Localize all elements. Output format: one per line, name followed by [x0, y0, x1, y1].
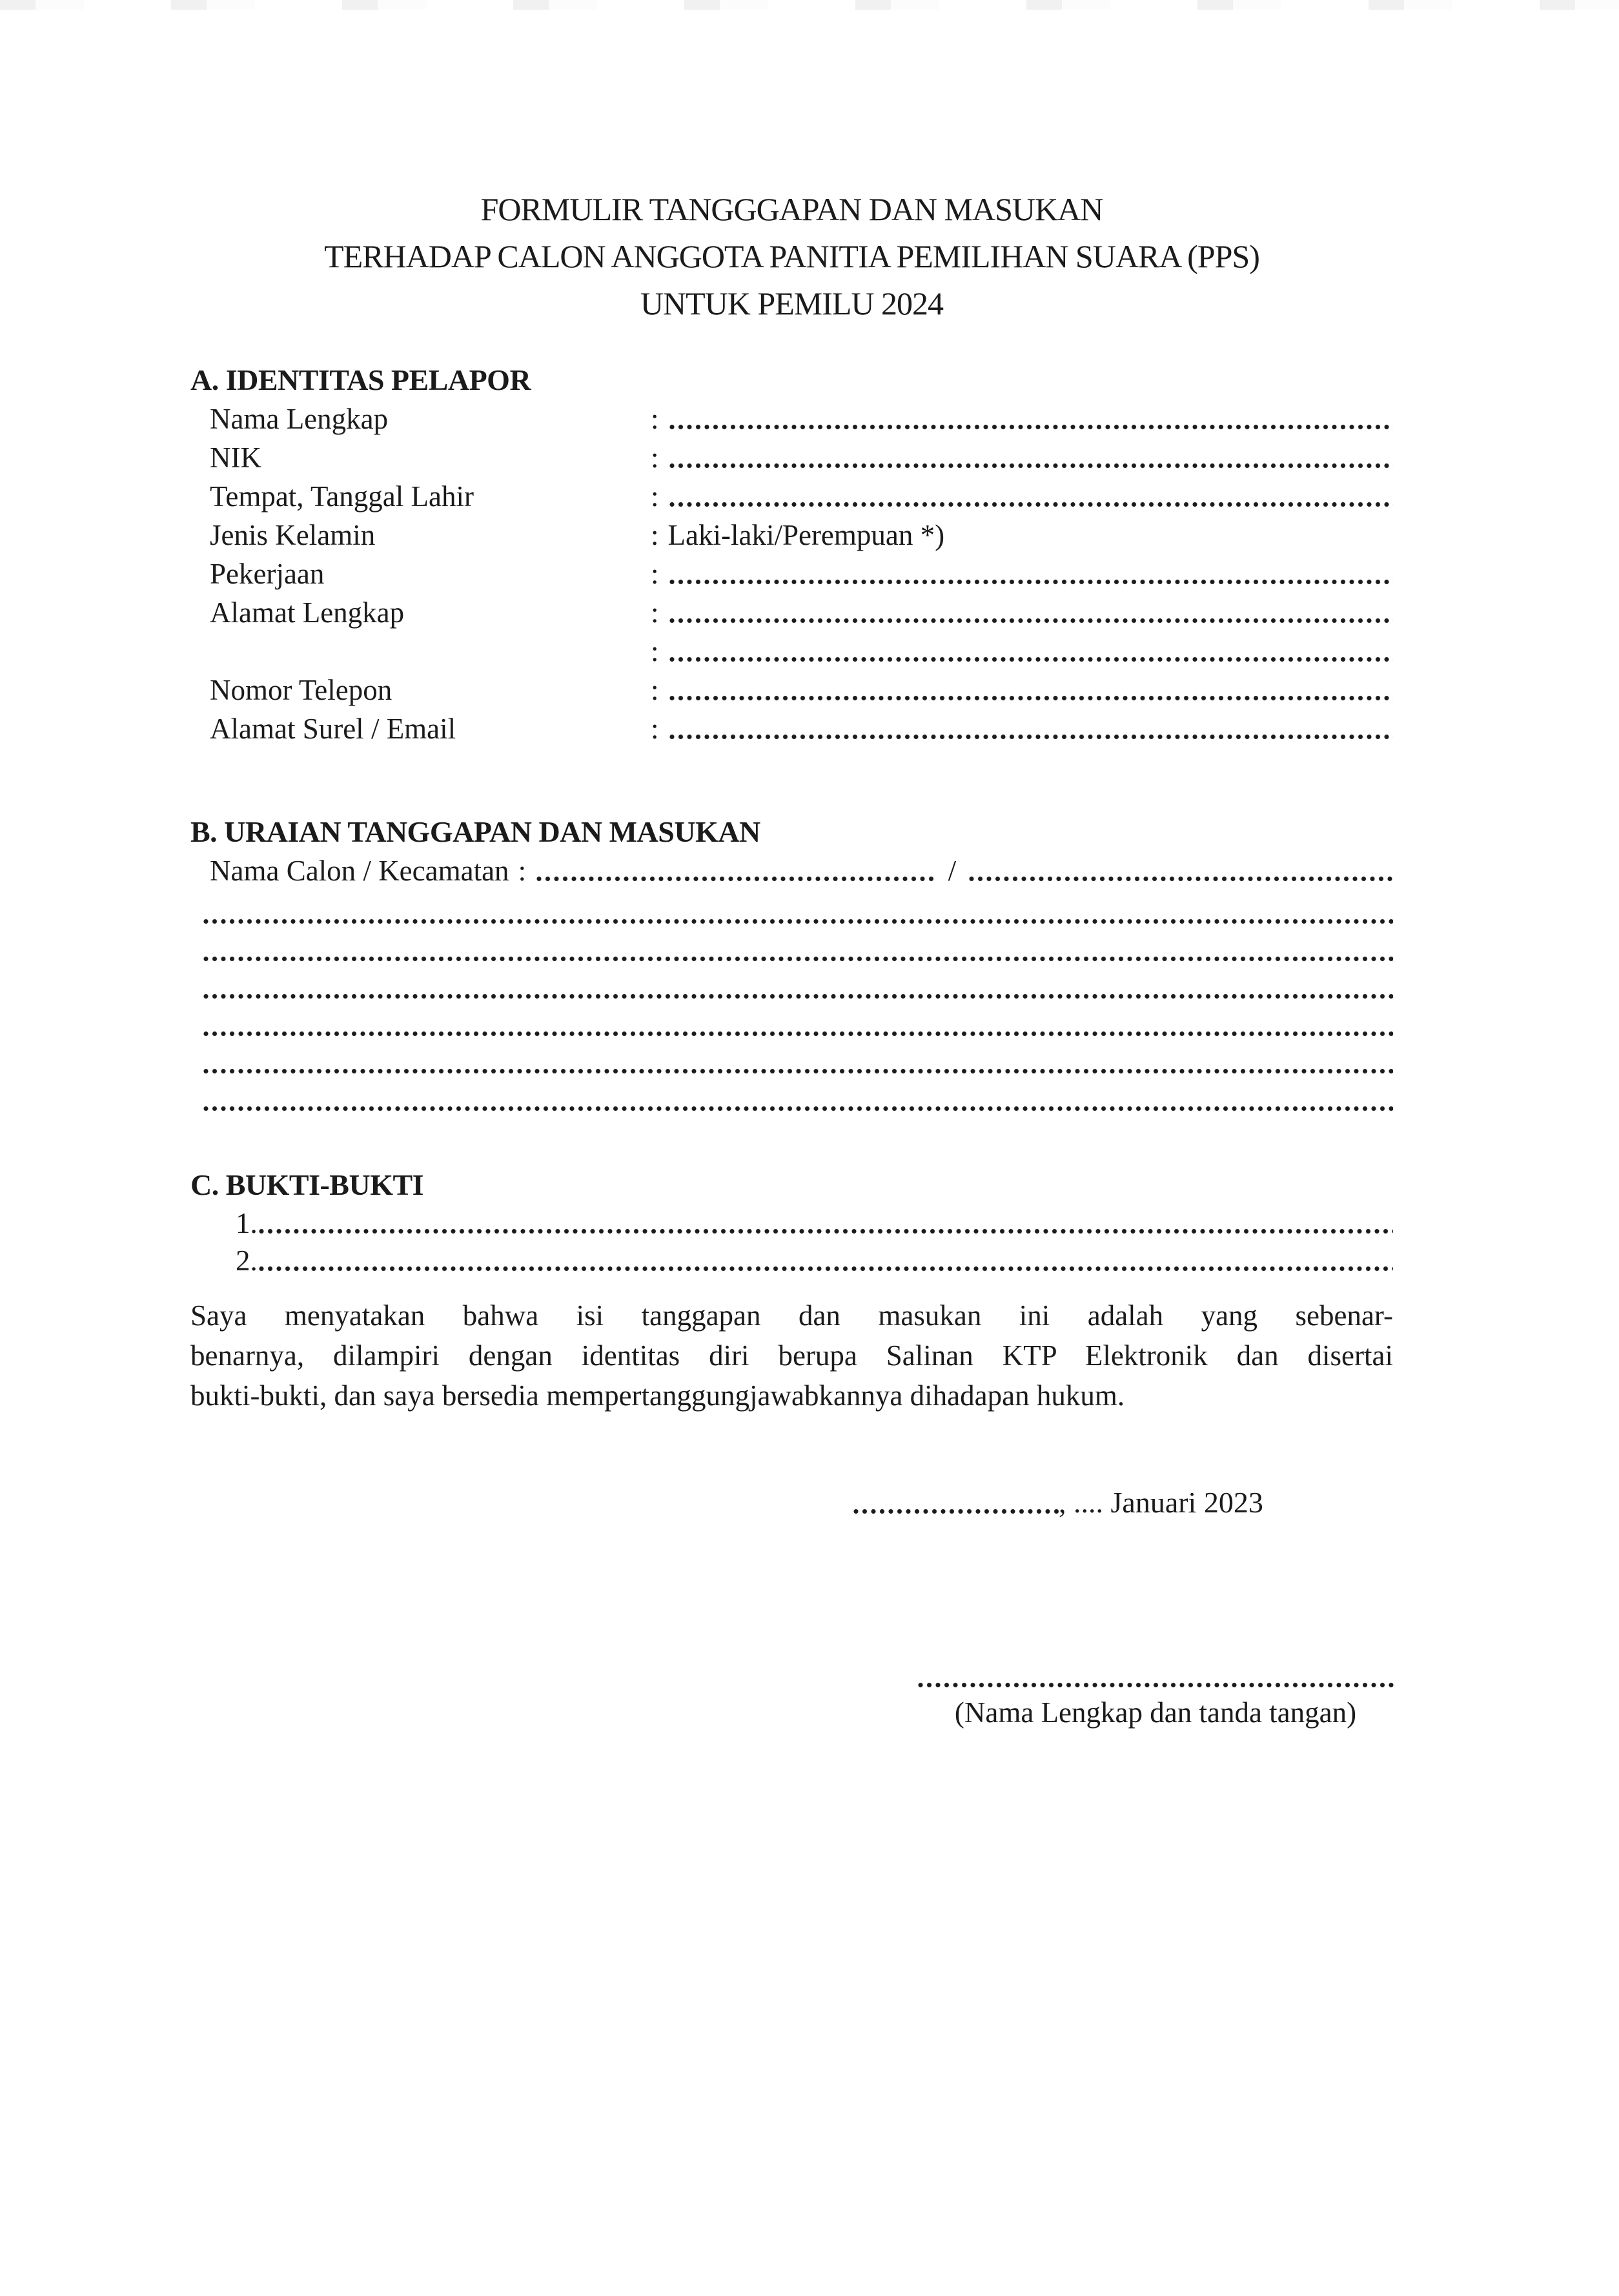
signature-name-blank [917, 1680, 1394, 1688]
declaration-line: benarnya, dilampiri dengan identitas diri berupa Salinan KTP Elektronik dan disertai [190, 1339, 1393, 1372]
signature-caption: (Nama Lengkap dan tanda tangan) [954, 1696, 1357, 1729]
form-title-line-1: FORMULIR TANGGGAPAN DAN MASUKAN [480, 191, 1103, 227]
section-a-fields [190, 400, 1393, 748]
blank-writing-line [202, 1005, 1393, 1042]
field-colon: : [651, 558, 659, 590]
evidence-blank [258, 1204, 1393, 1242]
blank-writing-line [202, 893, 1393, 930]
field-row-alamat-lengkap-continued [210, 632, 1393, 671]
place-date-line [852, 1483, 1393, 1522]
field-row-alamat-lengkap [210, 593, 1393, 632]
declaration-line: Saya menyatakan bahwa isi tanggapan dan masukan ini adalah yang sebenar- [190, 1299, 1393, 1332]
candidate-name-label: Nama Calon / Kecamatan [210, 855, 509, 887]
date-text: , .... Januari 2023 [1059, 1486, 1263, 1519]
kecamatan-separator: / [948, 855, 957, 887]
field-blank [668, 671, 1393, 709]
field-colon: : [651, 596, 659, 629]
field-colon: : [651, 442, 659, 474]
field-label: Nama Lengkap [210, 403, 389, 435]
field-blank [668, 632, 1393, 671]
form-title-line-2: TERHADAP CALON ANGGOTA PANITIA PEMILIHAN SUARA (PPS) [324, 238, 1259, 274]
evidence-list [236, 1204, 1393, 1279]
section-c-heading: C. BUKTI-BUKTI [190, 1168, 424, 1201]
field-row-jenis-kelamin [210, 516, 1393, 554]
field-label: NIK [210, 442, 261, 474]
field-label: Jenis Kelamin [210, 519, 376, 551]
candidate-name-row [210, 851, 1393, 890]
kecamatan-blank [968, 851, 1393, 890]
field-blank [668, 477, 1393, 516]
evidence-item-2 [236, 1242, 1393, 1279]
field-colon: : [651, 635, 659, 667]
field-label: Tempat, Tanggal Lahir [210, 480, 474, 513]
evidence-number: 1. [236, 1207, 258, 1239]
blank-writing-line [202, 930, 1393, 968]
field-label: Nomor Telepon [210, 674, 392, 706]
field-label [210, 632, 651, 671]
field-blank [668, 593, 1393, 632]
place-blank [852, 1483, 1059, 1522]
evidence-number: 2. [236, 1245, 258, 1277]
section-b-heading: B. URAIAN TANGGAPAN DAN MASUKAN [190, 815, 760, 848]
form-title-line-3: UNTUK PEMILU 2024 [640, 285, 944, 321]
field-row-pekerjaan [210, 554, 1393, 593]
blank-writing-line [202, 1080, 1393, 1117]
field-blank [668, 554, 1393, 593]
field-label: Alamat Surel / Email [210, 713, 456, 745]
field-row-nama-lengkap [210, 400, 1393, 438]
evidence-item-1 [236, 1204, 1393, 1242]
tanggapan-writing-area [202, 893, 1393, 1117]
blank-writing-line [202, 968, 1393, 1005]
field-colon: : [651, 403, 659, 435]
section-a-heading: A. IDENTITAS PELAPOR [190, 363, 531, 396]
field-value: Laki-laki/Perempuan *) [667, 519, 945, 551]
field-row-nik [210, 438, 1393, 477]
field-blank [668, 438, 1393, 477]
field-blank [668, 709, 1393, 748]
form-title [190, 186, 1393, 327]
declaration-paragraph [190, 1295, 1393, 1416]
field-label: Alamat Lengkap [210, 596, 405, 629]
blank-writing-line [202, 1042, 1393, 1080]
field-colon: : [651, 480, 659, 513]
signature-block [904, 1680, 1407, 1732]
field-row-tempat-tanggal-lahir [210, 477, 1393, 516]
field-label: Pekerjaan [210, 558, 325, 590]
field-colon: : [651, 674, 659, 706]
scan-noise-strip [0, 0, 1619, 10]
field-colon: : [651, 713, 659, 745]
declaration-line: bukti-bukti, dan saya bersedia mempertanggungjawabkannya dihadapan hukum. [190, 1379, 1125, 1412]
evidence-blank [258, 1242, 1393, 1279]
candidate-name-blank [535, 851, 937, 890]
field-blank [668, 400, 1393, 438]
field-row-nomor-telepon [210, 671, 1393, 709]
field-row-alamat-surel [210, 709, 1393, 748]
field-colon: : [651, 519, 659, 551]
field-colon: : [518, 855, 527, 887]
